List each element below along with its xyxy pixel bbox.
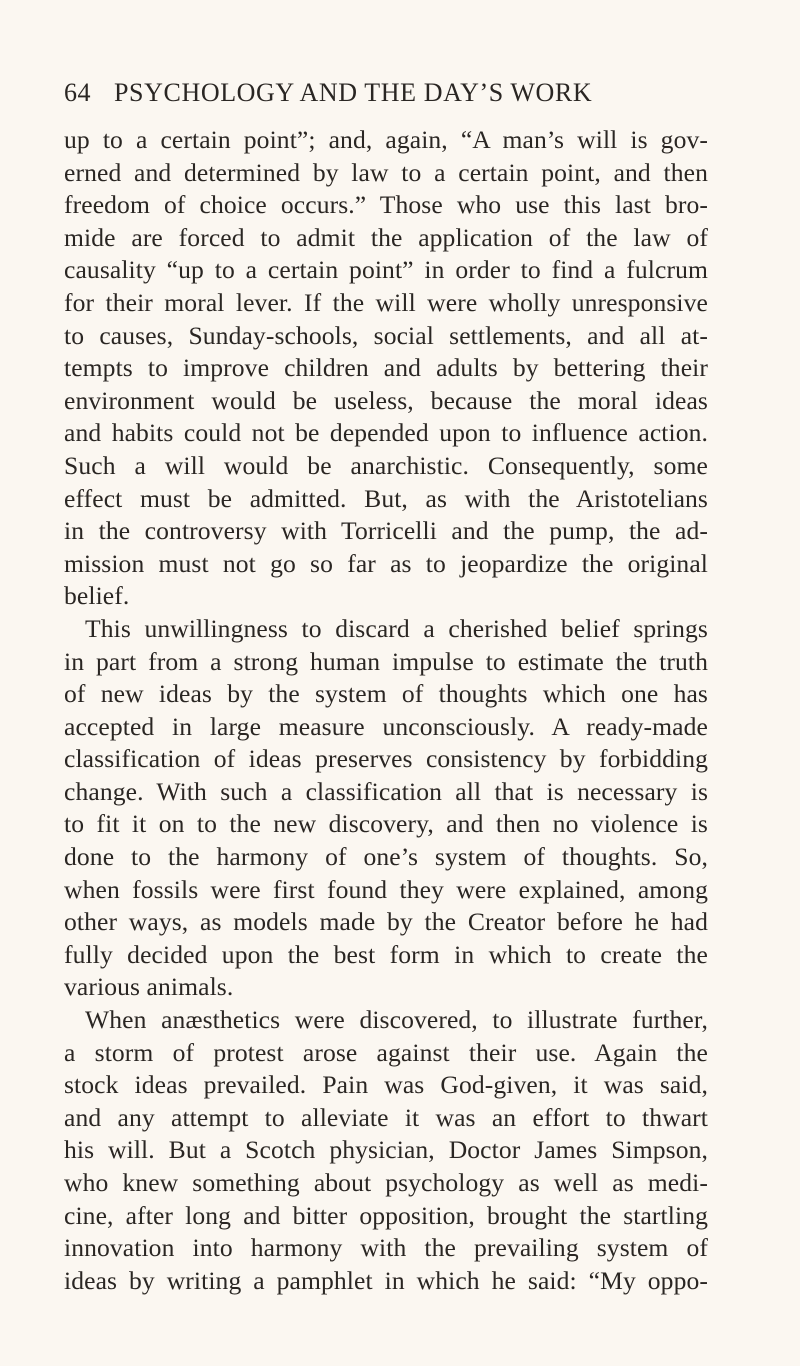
- text-line: various animals.: [64, 972, 234, 1002]
- text-line: belief.: [64, 581, 130, 611]
- text-line: Such a will would be anarchistic. Consequently, some: [64, 450, 708, 480]
- text-line: in the controversy with Torricelli and the pump, the ad-: [64, 516, 708, 546]
- text-line: tempts to improve children and adults by bettering their: [64, 353, 708, 383]
- text-line: of new ideas by the system of thoughts which one has: [64, 679, 708, 709]
- text-line: to causes, Sunday-schools, social settlements, and all at-: [64, 320, 708, 350]
- text-line: cine, after long and bitter opposition, brought the startling: [64, 1200, 708, 1230]
- text-line: for their moral lever. If the will were wholly unresponsive: [64, 287, 708, 317]
- text-line: in part from a strong human impulse to estimate the truth: [64, 646, 708, 676]
- text-line: effect must be admitted. But, as with the Aristotelians: [64, 483, 708, 513]
- paragraph-2: [64, 613, 708, 1004]
- text-line: mide are forced to admit the application of the law of: [64, 222, 708, 252]
- text-line: When anæsthetics were discovered, to illustrate further,: [85, 1005, 708, 1035]
- text-line: This unwillingness to discard a cherished belief springs: [85, 613, 708, 643]
- text-line: to fit it on to the new discovery, and then no violence is: [64, 809, 708, 839]
- text-line: who knew something about psychology as well as medi-: [64, 1168, 708, 1197]
- text-line: and habits could not be depended upon to influence action.: [64, 418, 708, 448]
- text-line: classification of ideas preserves consistency by forbidding: [64, 744, 708, 774]
- text-line: and any attempt to alleviate it was an effort to thwart: [64, 1102, 708, 1132]
- text-line: ideas by writing a pamphlet in which he said: “My oppo-: [64, 1265, 708, 1295]
- text-line: when fossils were first found they were explained, among: [64, 874, 708, 904]
- text-line: a storm of protest arose against their use. Again the: [64, 1037, 708, 1067]
- text-line: fully decided upon the best form in which to create the: [64, 939, 708, 969]
- text-line: stock ideas prevailed. Pain was God-given, it was said,: [64, 1070, 708, 1100]
- text-line: mission must not go so far as to jeopardize the original: [64, 548, 708, 578]
- text-line: freedom of choice occurs.” Those who use this last bro-: [64, 190, 708, 220]
- text-line: other ways, as models made by the Creator before he had: [64, 907, 708, 937]
- text-line: innovation into harmony with the prevailing system of: [64, 1233, 708, 1263]
- text-line: change. With such a classification all that is necessary is: [64, 776, 708, 806]
- text-line: erned and determined by law to a certain point, and then: [64, 157, 708, 187]
- text-line: his will. But a Scotch physician, Doctor James Simpson,: [64, 1135, 708, 1165]
- text-line: up to a certain point”; and, again, “A man’s will is gov-: [64, 125, 708, 154]
- text-line: causality “up to a certain point” in order to find a fulcrum: [64, 255, 708, 285]
- text-line: accepted in large measure unconsciously. A ready-made: [64, 711, 708, 741]
- paragraph-1: [64, 124, 708, 613]
- running-head: [64, 78, 708, 108]
- text-line: done to the harmony of one’s system of thoughts. So,: [64, 842, 708, 872]
- running-title: PSYCHOLOGY AND THE DAY’S WORK: [114, 78, 593, 107]
- paragraph-3: [64, 1004, 708, 1297]
- text-line: environment would be useless, because the moral ideas: [64, 385, 708, 415]
- page-number: 64: [64, 78, 91, 107]
- book-page: [64, 78, 708, 1297]
